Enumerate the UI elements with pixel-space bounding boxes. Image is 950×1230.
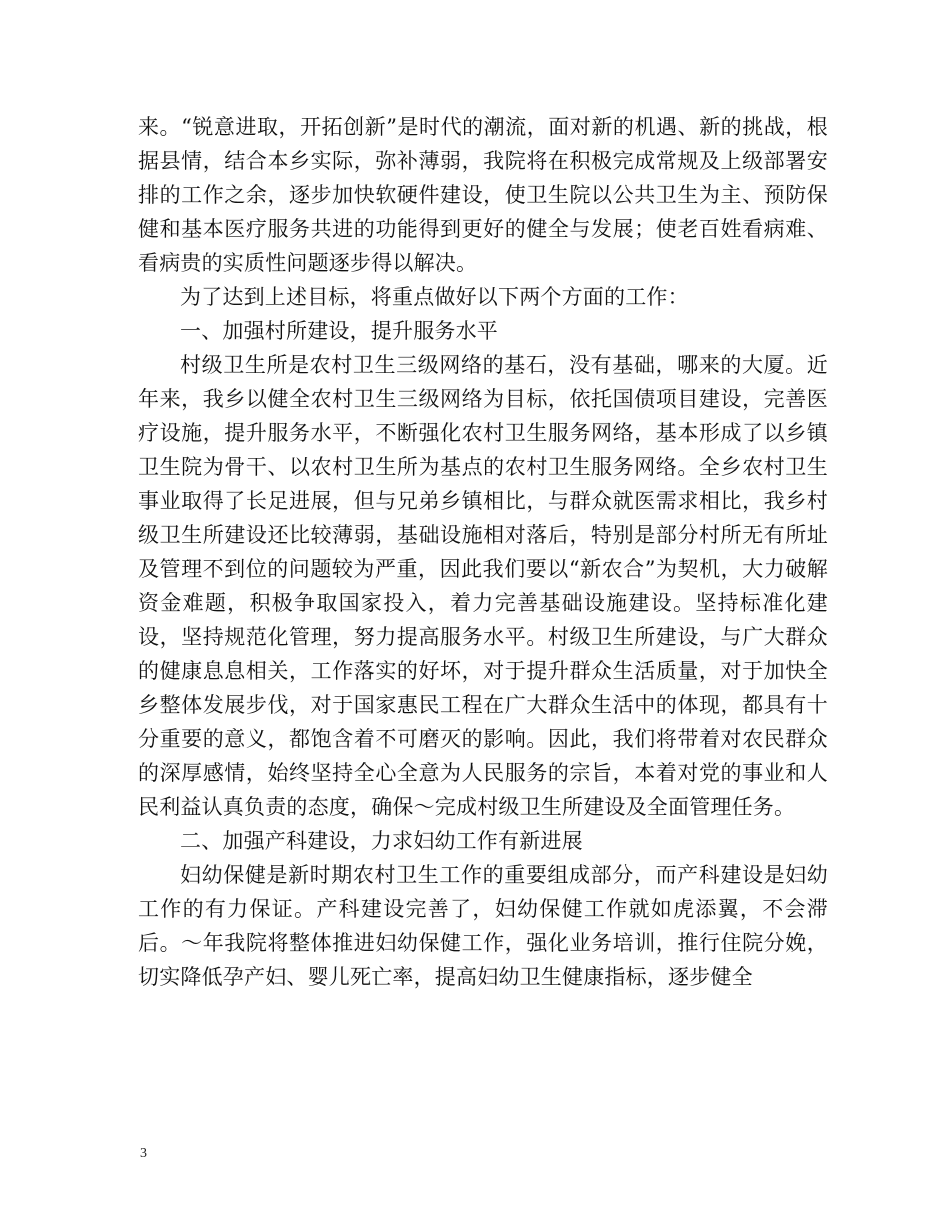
document-body	[138, 110, 828, 994]
paragraph-goal-intro: 为了达到上述目标，将重点做好以下两个方面的工作：	[180, 285, 689, 309]
section-heading-village-clinics: 一、加强村所建设，提升服务水平	[180, 319, 498, 343]
paragraph-maternal-child-health: 妇幼保健是新时期农村卫生工作的重要组成部分，而产科建设是妇幼工作的有力保证。产科建设完善了，妇幼保健工作就如虎添翼，不会滞后。～年我院将整体推进妇幼保健工作，强化业务培训，推行住院分娩，切实降低孕产妇、婴儿死亡率，提高妇幼卫生健康指标，逐步健全	[138, 863, 828, 989]
section-heading-obstetrics: 二、加强产科建设，力求妇幼工作有新进展	[180, 829, 583, 853]
paragraph-continuation: 来。“锐意进取，开拓创新”是时代的潮流，面对新的机遇、新的挑战，根据县情，结合本乡实际，弥补薄弱，我院将在积极完成常规及上级部署安排的工作之余，逐步加快软硬件建设，使卫生院以公共卫生为主、预防保健和基本医疗服务共进的功能得到更好的健全与发展；使老百姓看病难、看病贵的实质性问题逐步得以解决。	[138, 115, 828, 275]
paragraph-village-clinics: 村级卫生所是农村卫生三级网络的基石，没有基础，哪来的大厦。近年来，我乡以健全农村卫生三级网络为目标，依托国债项目建设，完善医疗设施，提升服务水平，不断强化农村卫生服务网络，基本形成了以乡镇卫生院为骨干、以农村卫生所为基点的农村卫生服务网络。全乡农村卫生事业取得了长足进展，但与兄弟乡镇相比，与群众就医需求相比，我乡村级卫生所建设还比较薄弱，基础设施相对落后，特别是部分村所无有所址及管理不到位的问题较为严重，因此我们要以“新农合”为契机，大力破解资金难题，积极争取国家投入，着力完善基础设施建设。坚持标准化建设，坚持规范化管理，努力提高服务水平。村级卫生所建设，与广大群众的健康息息相关，工作落实的好坏，对于提升群众生活质量，对于加快全乡整体发展步伐，对于国家惠民工程在广大群众生活中的体现，都具有十分重要的意义，都饱含着不可磨灭的影响。因此，我们将带着对农民群众的深厚感情，始终坚持全心全意为人民服务的宗旨，本着对党的事业和人民利益认真负责的态度，确保～完成村级卫生所建设及全面管理任务。	[138, 353, 828, 819]
page-number: 3	[140, 1146, 147, 1161]
